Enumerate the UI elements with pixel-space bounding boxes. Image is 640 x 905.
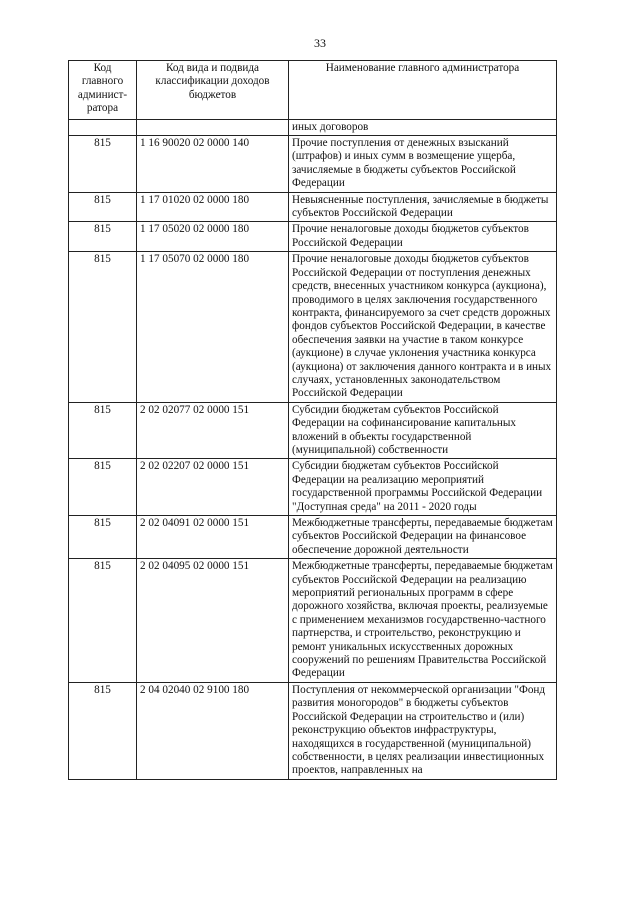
continuation-row — [69, 119, 557, 135]
table-row — [69, 222, 557, 252]
admin-name-cell: Субсидии бюджетам субъектов Российской Федерации на реализацию мероприятий государственной программы Российской Федерации "Доступная среда" на 2011 - 2020 годы — [289, 459, 557, 516]
admin-name-cell: Межбюджетные трансферты, передаваемые бюджетам субъектов Российской Федерации на финансовое обеспечение дорожной деятельности — [289, 516, 557, 559]
revenue-code-cell: 2 02 04091 02 0000 151 — [137, 516, 289, 559]
admin-code-cell: 815 — [69, 222, 137, 252]
revenue-code-cell: 1 16 90020 02 0000 140 — [137, 136, 289, 193]
table-row — [69, 402, 557, 459]
header-row — [69, 61, 557, 120]
continuation-text: иных договоров — [289, 119, 557, 135]
revenue-code-cell: 2 02 04095 02 0000 151 — [137, 559, 289, 683]
revenue-code-cell: 2 04 02040 02 9100 180 — [137, 682, 289, 779]
admin-name-cell: Поступления от некоммерческой организации "Фонд развития моногородов" в бюджеты субъектов Российской Федерации на строительство и (или) реконструкцию объектов инфраструктуры, находящихся в государственной (муниципальной) собственности, в целях реализации инвестиционных проектов, направленных на — [289, 682, 557, 779]
table-row — [69, 559, 557, 683]
revenue-code-cell: 1 17 01020 02 0000 180 — [137, 192, 289, 222]
admin-code-cell: 815 — [69, 682, 137, 779]
admin-name-cell: Межбюджетные трансферты, передаваемые бюджетам субъектов Российской Федерации на реализацию мероприятий региональных программ в сфере дорожного хозяйства, включая проекты, реализуемые с применением механизмов государственно-частного партнерства, и строительство, реконструкцию и ремонт уникальных искусственных дорожных сооружений по решениям Правительства Российской Федерации — [289, 559, 557, 683]
admin-name-cell: Прочие неналоговые доходы бюджетов субъектов Российской Федерации от поступления денежных средств, внесенных участником конкурса (аукциона), проводимого в целях заключения государственного контракта, финансируемого за счет средств дорожных фондов субъектов Российской Федерации, в качестве обеспечения заявки на участие в таком конкурсе (аукционе) в случае уклонения участника конкурса (аукциона) от заключения данного контракта и в иных случаях, установленных законодательством Российской Федерации — [289, 252, 557, 402]
admin-name-cell: Прочие неналоговые доходы бюджетов субъектов Российской Федерации — [289, 222, 557, 252]
revenue-code-cell: 1 17 05070 02 0000 180 — [137, 252, 289, 402]
admin-code-cell: 815 — [69, 559, 137, 683]
admin-code-cell: 815 — [69, 192, 137, 222]
page-number: 33 — [314, 36, 326, 50]
admin-name-cell: Прочие поступления от денежных взысканий (штрафов) и иных сумм в возмещение ущерба, зачисляемые в бюджеты субъектов Российской Федерации — [289, 136, 557, 193]
header-revenue-code: Код вида и подвида классификации доходов бюджетов — [137, 61, 289, 120]
revenue-code-cell: 2 02 02207 02 0000 151 — [137, 459, 289, 516]
admin-name-cell: Невыясненные поступления, зачисляемые в бюджеты субъектов Российской Федерации — [289, 192, 557, 222]
table-row — [69, 682, 557, 779]
table-row — [69, 136, 557, 193]
table-row — [69, 252, 557, 402]
table-row — [69, 516, 557, 559]
header-admin-name: Наименование главного администратора — [289, 61, 557, 120]
admin-code-cell: 815 — [69, 252, 137, 402]
admin-name-cell: Субсидии бюджетам субъектов Российской Федерации на софинансирование капитальных вложений в объекты государственной (муниципальной) собственности — [289, 402, 557, 459]
continuation-empty-code — [137, 119, 289, 135]
continuation-empty-admin — [69, 119, 137, 135]
table-header — [69, 61, 557, 120]
table-row — [69, 192, 557, 222]
revenue-code-cell: 2 02 02077 02 0000 151 — [137, 402, 289, 459]
admin-code-cell: 815 — [69, 402, 137, 459]
admin-code-cell: 815 — [69, 459, 137, 516]
revenue-classification-table — [68, 60, 557, 780]
header-admin-code: Код главного админист-ратора — [69, 61, 137, 120]
revenue-code-cell: 1 17 05020 02 0000 180 — [137, 222, 289, 252]
admin-code-cell: 815 — [69, 136, 137, 193]
admin-code-cell: 815 — [69, 516, 137, 559]
table-row — [69, 459, 557, 516]
table-body — [69, 119, 557, 779]
